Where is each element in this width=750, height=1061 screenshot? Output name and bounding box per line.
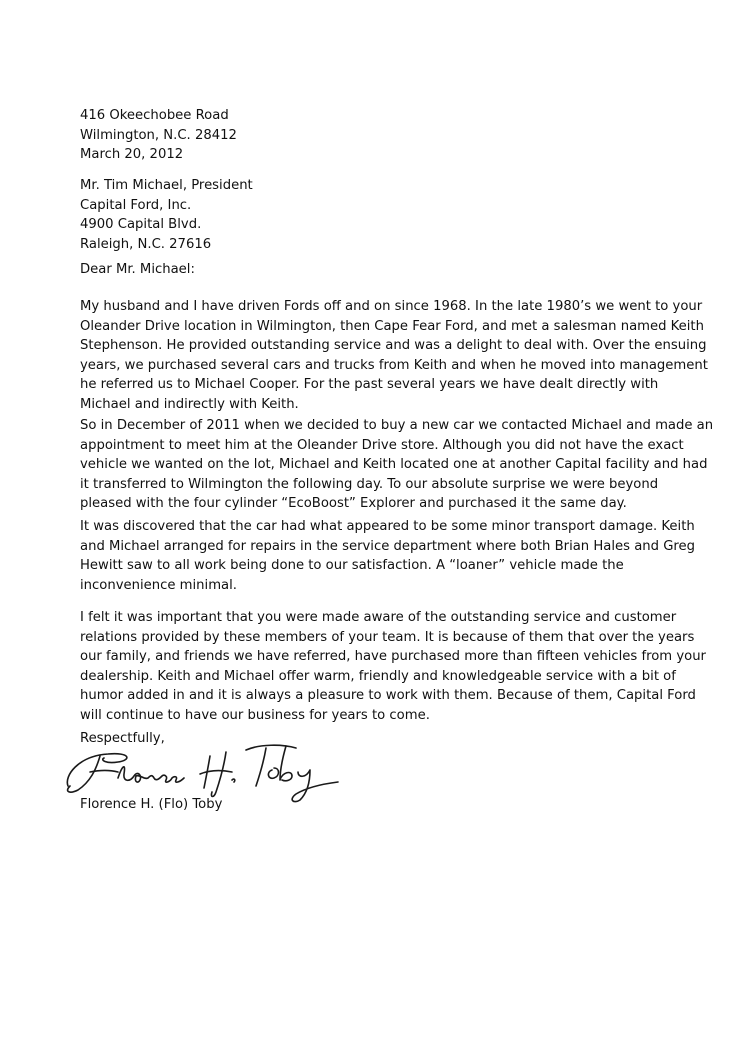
paragraph-3	[80, 517, 696, 595]
paragraph-line: he referred us to Michael Cooper. For the past several years we have dealt directly with	[80, 377, 659, 392]
paragraph-line: years, we purchased several cars and trucks from Keith and when he moved into management	[80, 357, 708, 373]
paragraph-line: relations provided by these members of your team. It is because of them that over the years	[80, 629, 695, 645]
paragraph-line: So in December of 2011 when we decided to buy a new car we contacted Michael and made an	[80, 418, 714, 433]
recipient-name-title: Mr. Tim Michael, President	[80, 178, 253, 193]
paragraph-line: pleased with the four cylinder “EcoBoost” Explorer and purchased it the same day.	[80, 496, 627, 511]
recipient-address	[80, 176, 655, 254]
paragraph-line: It was discovered that the car had what appeared to be some minor transport damage. Keith	[80, 519, 695, 534]
paragraph-line: I felt it was important that you were made aware of the outstanding service and customer	[80, 610, 677, 625]
paragraph-line: it transferred to Wilmington the following day. To our absolute surprise we were beyond	[80, 476, 659, 492]
recipient-street: 4900 Capital Blvd.	[80, 217, 202, 232]
paragraph-line: My husband and I have driven Fords off and on since 1968. In the late 1980’s we went to your	[80, 299, 703, 314]
paragraph-line: appointment to meet him at the Oleander Drive store. Although you did not have the exact	[80, 437, 684, 453]
paragraph-4	[80, 608, 706, 725]
salutation-text: Dear Mr. Michael:	[80, 262, 195, 277]
paragraph-line: Michael and indirectly with Keith.	[80, 396, 299, 412]
paragraph-line: humor added in and it is always a pleasure to work with them. Because of them, Capital Ford	[80, 688, 696, 703]
paragraph-line: vehicle we wanted on the lot, Michael and Keith located one at another Capital facility and had	[80, 457, 708, 472]
sender-street: 416 Okeechobee Road	[80, 108, 229, 123]
paragraph-line: Hewitt saw to all work being done to our satisfaction. A “loaner” vehicle made the	[80, 558, 624, 573]
paragraph-1	[80, 297, 708, 414]
paragraph-line: Oleander Drive location in Wilmington, then Cape Fear Ford, and met a salesman named Keith	[80, 318, 704, 334]
paragraph-line: and Michael arranged for repairs in the service department where both Brian Hales and Greg	[80, 538, 696, 554]
salutation	[80, 260, 655, 280]
sender-address	[80, 106, 655, 165]
signer-name: Florence H. (Flo) Toby	[80, 797, 223, 812]
paragraph-line: inconvenience minimal.	[80, 577, 237, 593]
letter-date: March 20, 2012	[80, 147, 184, 162]
paragraph-line: will continue to have our business for years to come.	[80, 707, 430, 723]
paragraph-line: our family, and friends we have referred, have purchased more than fifteen vehicles from your	[80, 649, 706, 664]
signer	[80, 795, 655, 815]
closing-text: Respectfully,	[80, 731, 165, 746]
paragraph-2	[80, 416, 714, 514]
paragraph-line: dealership. Keith and Michael offer warm, friendly and knowledgeable service with a bit of	[80, 668, 676, 684]
recipient-city-state-zip: Raleigh, N.C. 27616	[80, 236, 212, 252]
paragraph-line: Stephenson. He provided outstanding service and was a delight to deal with. Over the ensuing	[80, 338, 707, 353]
sender-city-state-zip: Wilmington, N.C. 28412	[80, 127, 237, 143]
recipient-company: Capital Ford, Inc.	[80, 197, 192, 213]
